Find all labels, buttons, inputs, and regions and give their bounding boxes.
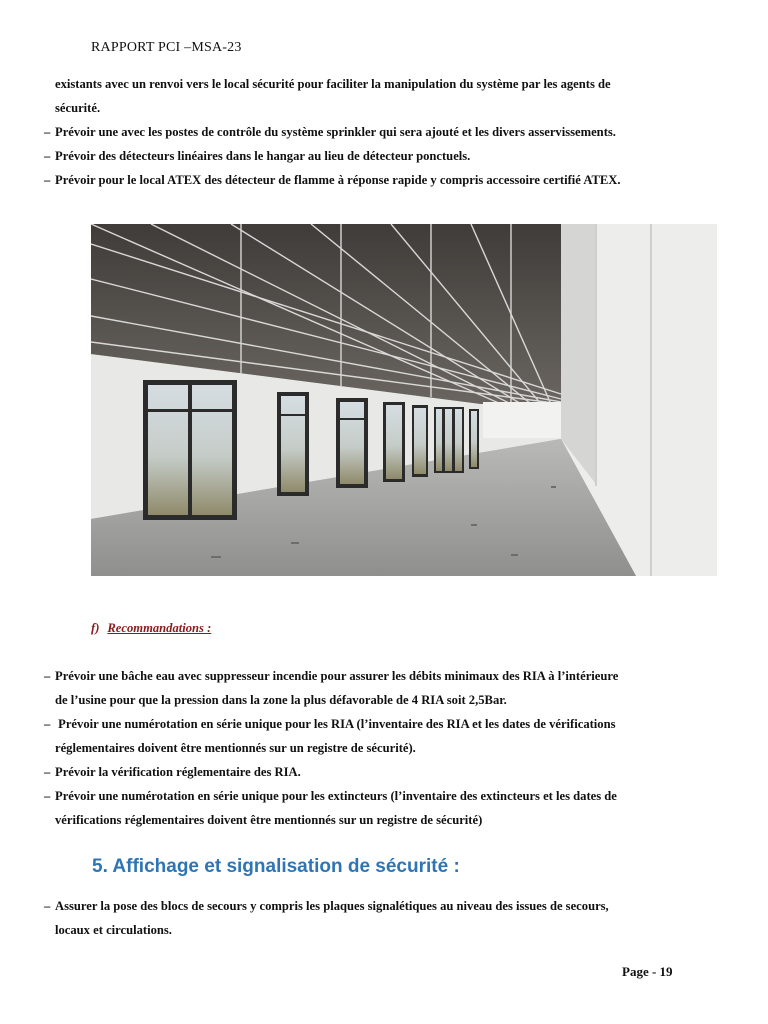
site-photo <box>91 224 717 576</box>
section-heading: 5. Affichage et signalisation de sécurité : <box>92 856 460 877</box>
text-line: vérifications réglementaires doivent être mentionnés sur un registre de sécurité) <box>55 813 483 827</box>
bullet-line: – Prévoir une avec les postes de contrôle du système sprinkler qui sera ajouté et les divers asservissements. <box>44 125 616 139</box>
text-line: sécurité. <box>55 101 101 115</box>
subsection-label: Recommandations : <box>107 621 212 635</box>
subsection-heading <box>91 621 211 636</box>
page-number: Page - 19 <box>622 964 673 979</box>
bullet-line: – Prévoir des détecteurs linéaires dans le hangar au lieu de détecteur ponctuels. <box>44 149 471 163</box>
bullet-line: – Prévoir la vérification réglementaire des RIA. <box>44 765 301 779</box>
bullet-line: – Prévoir une numérotation en série unique pour les RIA (l’inventaire des RIA et les dates de vérifications <box>44 717 616 731</box>
bullet-line: – Prévoir une numérotation en série unique pour les extincteurs (l’inventaire des extincteurs et les dates de <box>44 789 617 803</box>
recommendations-list <box>44 664 724 832</box>
text-line: existants avec un renvoi vers le local sécurité pour faciliter la manipulation du système par les agents de <box>55 77 611 91</box>
text-line: locaux et circulations. <box>55 923 172 937</box>
subsection-number: f) <box>91 621 100 635</box>
bullet-line: – Assurer la pose des blocs de secours y compris les plaques signalétiques au niveau des issues de secours, <box>44 899 609 913</box>
section-paragraph <box>44 894 724 942</box>
bullet-line: – Prévoir une bâche eau avec suppresseur incendie pour assurer les débits minimaux des RIA à l’intérieure <box>44 669 619 683</box>
bullet-line: – Prévoir pour le local ATEX des détecteur de flamme à réponse rapide y compris accessoire certifié ATEX. <box>44 173 621 187</box>
top-paragraph <box>44 72 724 192</box>
text-line: de l’usine pour que la pression dans la zone la plus défavorable de 4 RIA soit 2,5Bar. <box>55 693 507 707</box>
text-line: réglementaires doivent être mentionnés sur un registre de sécurité). <box>55 741 416 755</box>
page-header: RAPPORT PCI –MSA-23 <box>91 40 242 55</box>
